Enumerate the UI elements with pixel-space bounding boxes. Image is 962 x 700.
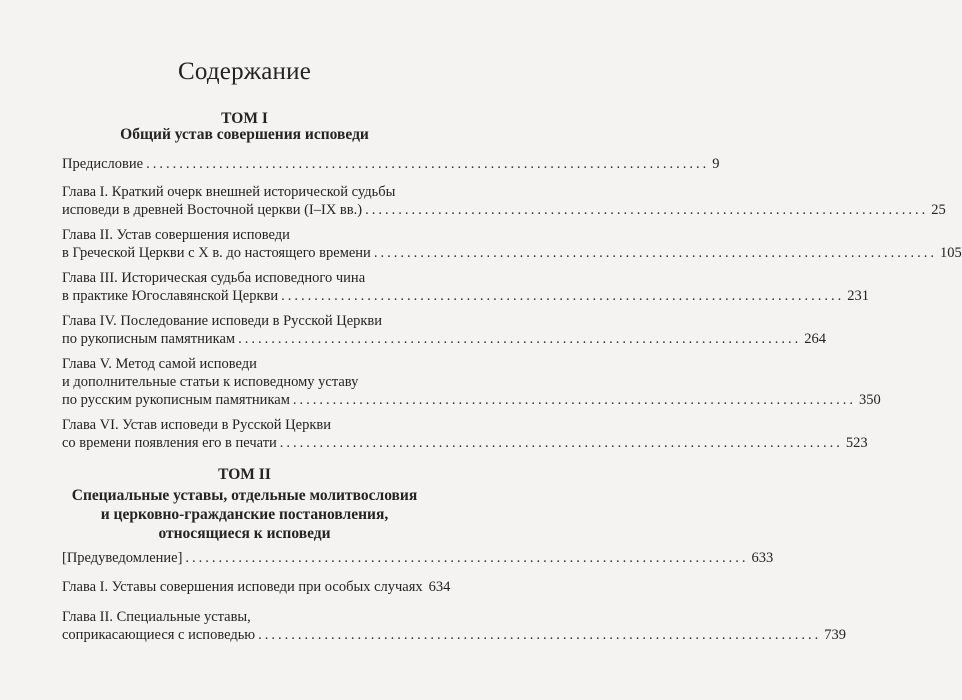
page-title: Содержание <box>178 58 311 85</box>
toc-entry: Глава VI. Устав исповеди в Русской Церкви со времени появления его в печати ..................................................................................... 523 <box>62 417 868 451</box>
toc-page-number: 25 <box>931 202 946 218</box>
toc-entry-text: Глава III. Историческая судьба исповедного чина <box>62 270 366 286</box>
toc-page-number: 231 <box>847 288 869 304</box>
toc-page-number: 264 <box>804 331 826 347</box>
toc-entry-text: исповеди в древней Восточной церкви (I–IX вв.) <box>62 202 363 218</box>
toc-page-number: 350 <box>859 392 881 408</box>
toc-entry-text: [Предуведомление] <box>62 550 183 566</box>
toc-entry: Предисловие ..................................................................................... 9 <box>62 156 720 172</box>
volume-1-subtitle: Общий устав совершения исповеди <box>120 126 369 143</box>
toc-entry: Глава V. Метод самой исповеди и дополнительные статьи к исповедному уставу по русским рукописным памятникам ..................................................................................... 350 <box>62 356 881 408</box>
toc-page-number: 633 <box>751 550 774 566</box>
toc-entry-text: в практике Югославянской Церкви <box>62 288 279 304</box>
volume-1-label: ТОМ I <box>221 110 268 127</box>
toc-entry <box>62 578 451 596</box>
volume-2-label: ТОМ II <box>218 466 271 483</box>
toc-entry-text: Глава VI. Устав исповеди в Русской Церкви <box>62 417 331 433</box>
toc-entry-text: соприкасающиеся с исповедью <box>62 627 256 643</box>
volume-2-subtitle-line: относящиеся к исповеди <box>158 525 331 542</box>
toc-page-number: 739 <box>824 627 847 643</box>
toc-entry: Глава I. Краткий очерк внешней исторической судьбы исповеди в древней Восточной церкви (I–IX вв.) ..................................................................................... 25 <box>62 184 946 218</box>
toc-page-number: 523 <box>845 435 868 451</box>
toc-page-number: 634 <box>428 579 451 595</box>
toc-entry-text: Глава II. Специальные уставы, <box>62 609 251 625</box>
toc-page-number: 105 <box>939 245 962 261</box>
toc-entry-text: Глава IV. Последование исповеди в Русской Церкви <box>62 313 383 329</box>
toc-entry-text: Глава I. Уставы совершения исповеди при особых случаях <box>62 579 423 595</box>
toc-entry: Глава II. Специальные уставы, соприкасающиеся с исповедью ..................................................................................... 739 <box>62 609 847 643</box>
toc-entry: Глава IV. Последование исповеди в Русской Церкви по рукописным памятникам ..................................................................................... 264 <box>62 313 826 347</box>
toc-entry: Глава II. Устав совершения исповеди в Греческой Церкви с X в. до настоящего времени ..................................................................................... 105 <box>62 227 962 261</box>
toc-entry-text: по русским рукописным памятникам <box>62 392 290 408</box>
toc-entry-text: Глава II. Устав совершения исповеди <box>62 227 290 243</box>
volume-2-subtitle-line: и церковно-гражданские постановления, <box>100 506 389 523</box>
toc-entry: Глава III. Историческая судьба исповедного чина в практике Югославянской Церкви ..................................................................................... 231 <box>62 270 869 304</box>
toc-entry-text: со времени появления его в печати <box>62 435 277 451</box>
toc-entry-text: и дополнительные статьи к исповедному уставу <box>62 374 359 390</box>
volume-2-subtitle-line: Специальные уставы, отдельные молитвословия <box>71 487 418 504</box>
toc-entry-text: по рукописным памятникам <box>62 331 236 347</box>
toc-page-number: 9 <box>712 156 720 172</box>
toc-entry-text: в Греческой Церкви с X в. до настоящего времени <box>62 245 371 261</box>
toc-entry: [Предуведомление] ..................................................................................... 633 <box>62 550 774 566</box>
volume-2-subtitle <box>40 486 449 543</box>
toc-entry-text: Предисловие <box>62 156 144 172</box>
toc-entry-text: Глава I. Краткий очерк внешней исторической судьбы <box>62 184 396 200</box>
toc-entry-text: Глава V. Метод самой исповеди <box>62 356 257 372</box>
